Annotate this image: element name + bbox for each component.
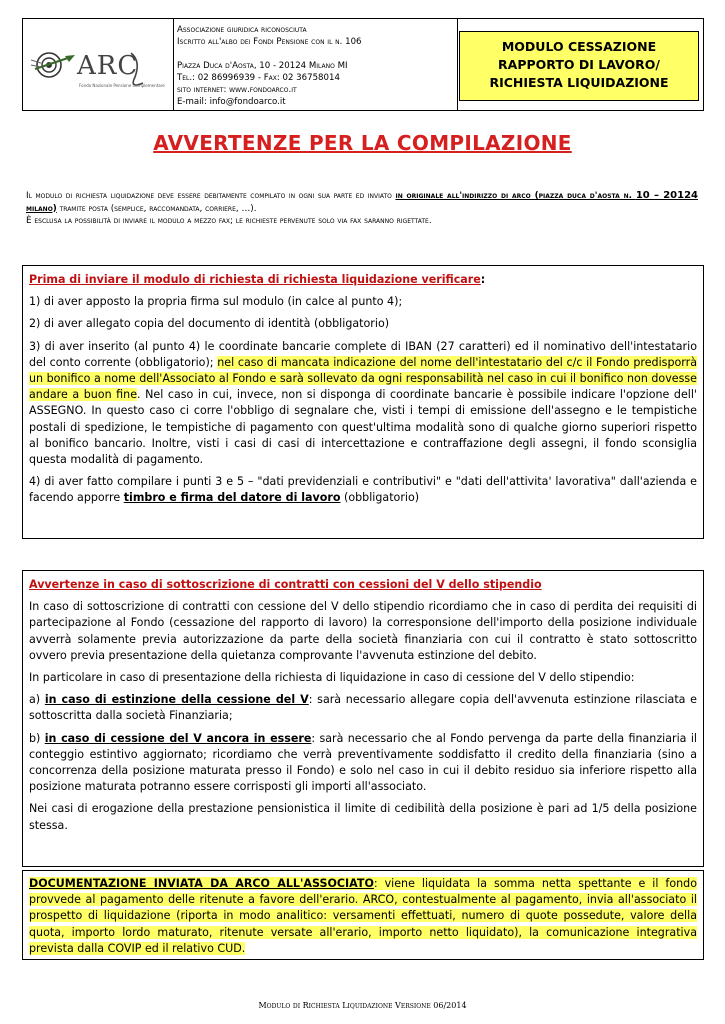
paragraph: In caso di sottoscrizione di contratti con cessione del V dello stipendio ricordiamo che in caso di perdita dei requisiti di partecipazione al Fondo (cessazione del rapporto di lavoro) la corresponsione dell'importo della posizione individuale avverrà solamente previa autorizzazione da parte della società finanziaria con cui il contratto è stato sottoscritto ovvero previa presentazione della quietanza comprovante l'avvenuta estinzione del debito.	[29, 600, 697, 662]
intro-address: in originale all'indirizzo di arco (piazza duca d'aosta n.	[395, 191, 636, 201]
checklist-item-text: 3) di aver inserito (al punto 4) le coordinate bancarie complete di IBAN (27 caratteri) ed il nominativo dell'intestatario del conto corrente (obbligatorio);	[29, 339, 697, 369]
case-text: : sarà necessario allegare copia dell'avvenuta estinzione rilasciata e sottoscritta dalla società Finanziaria;	[29, 693, 697, 723]
paragraph: In particolare in caso di presentazione della richiesta di liquidazione in caso di cessione del V dello stipendio:	[29, 671, 635, 685]
intro-text-part: tramite posta (semplice, raccomandata, corriere, …).	[56, 203, 257, 214]
documentation-text: : viene liquidata la somma netta spettante e il fondo provvede al pagamento delle ritenute a favore dell'erario. ARCO, contestualmente al pagamento, invia all'associato il prospetto di liquidazione (riporta in modo analitico: versamenti effettuati, numero di quote possedute, valore della quota, importo lordo maturato, ritenute versate all'erario, importo netto liquidato), la comunicazione integrativa prevista dalla COVIP ed il relativo CUD.	[29, 877, 697, 955]
info-line	[177, 48, 457, 60]
page-title: AVVERTENZE PER LA COMPILAZIONE	[153, 131, 572, 155]
checklist-item: 1) di aver apposto la propria firma sul modulo (in calce al punto 4);	[29, 295, 403, 309]
checklist-heading: Prima di inviare il modulo di richiesta di richiesta liquidazione verificare	[29, 273, 481, 286]
intro-address-city: milano)	[26, 203, 57, 214]
info-line: Iscritto all'albo dei Fondi Pensione con il n. 106	[177, 37, 362, 47]
logo-cell	[23, 19, 174, 110]
case-title: in caso di cessione del V ancora in essere	[44, 731, 312, 745]
intro-text	[26, 190, 698, 228]
checklist-item-iban	[29, 339, 697, 469]
highlighted-note: nel caso di mancata indicazione del nome dell'intestatario del c/c il Fondo predisporrà un bonifico a nome dell'Associato al Fondo e sarà sollevato da ogni responsabilità nel caso in cui il bonifico non dovesse andare a buon fine	[29, 355, 697, 402]
paragraph: Nei casi di erogazione della prestazione pensionistica il limite di cedibilità della posizione è pari ad 1/5 della posizione stessa.	[29, 802, 697, 832]
info-line: Piazza Duca d'Aosta, 10 - 20124 Milano MI	[177, 61, 348, 71]
intro-fax-note: È esclusa la possibilità di inviare il modulo a mezzo fax; le richieste pervenute solo via fax saranno rigettate.	[26, 216, 432, 226]
checklist-item-text: . Nel caso in cui, invece, non si disponga di coordinate bancarie è possibile indicare l'opzione dell' ASSEGNO. In questo caso ci corre l'obbligo di segnalare che, visti i tempi di emissione dell'assegno e le tempistiche postali di spedizione, le tempistiche di pagamento con quest'ultima modalità sono di qualche giorno superiori rispetto al bonifico bancario. Inoltre, visti i casi di casi di intercettazione e contraffazione degli assegni, il fondo sconsiglia questa modalità di pagamento.	[29, 388, 697, 467]
form-title-line: RICHIESTA LIQUIDAZIONE	[489, 75, 669, 90]
checklist-item-employer	[29, 474, 697, 506]
documentation-heading: DOCUMENTAZIONE INVIATA DA ARCO ALL'ASSOCIATO	[29, 877, 374, 890]
form-title-line: RAPPORTO DI LAVORO/	[498, 57, 660, 72]
header-table	[22, 18, 704, 111]
intro-text-part: Il modulo di richiesta liquidazione deve essere debitamente compilato in ogni sua parte ed inviato	[26, 191, 396, 201]
info-email: E-mail: info@fondoarco.it	[177, 97, 286, 107]
case-b	[29, 731, 697, 796]
association-info	[173, 19, 458, 110]
form-title-line: MODULO CESSAZIONE	[501, 39, 657, 54]
checklist-item-text: (obbligatorio)	[340, 491, 420, 505]
form-title-box	[459, 31, 699, 101]
info-line: Tel.: 02 86996939 - Fax: 02 36758014	[177, 73, 340, 83]
checklist-box: Prima di inviare il modulo di richiesta di richiesta liquidazione verificare: 1) di aver apposto la propria firma sul modulo (in calce al punto 4); 2) di aver allegato copia del documento di identità (obbligatorio) 3) di aver inserito (al punto 4) le coordinate bancarie complete di IBAN (27 caratteri) ed il nominativo dell'intestatario del conto corrente (obbligatorio); nel caso di mancata indicazione del nome dell'intestatario del c/c il Fondo predisporrà un bonifico a nome dell'Associato al Fondo e sarà sollevato da ogni responsabilità nel caso in cui il bonifico non dovesse andare a buon fine. Nel caso in cui, invece, non si disponga di coordinate bancarie è possibile indicare l'opzione dell' ASSEGNO. In questo caso ci corre l'obbligo di segnalare che, visti i tempi di emissione dell'assegno e le tempistiche postali di spedizione, le tempistiche di pagamento con quest'ultima modalità sono di qualche giorno superiori rispetto al bonifico bancario. Inoltre, visti i casi di casi di intercettazione e contraffazione degli assegni, il fondo sconsiglia questa modalità di pagamento. 4) di aver fatto compilare i punti 3 e 5 – "dati previdenziali e contributivi" e "dati dell'attivita' lavorativa" dall'azienda e facendo apporre timbro e firma del datore di lavoro (obbligatorio)	[22, 265, 704, 539]
logo-subtext: Fondo Nazionale Pensione Complementare	[79, 83, 165, 88]
info-line: Associazione giuridica riconosciuta	[177, 25, 307, 35]
logo-text: ARC	[77, 51, 139, 81]
employer-stamp-note: timbro e firma del datore di lavoro	[123, 491, 341, 505]
salary-assignment-box	[22, 570, 704, 867]
case-a	[29, 692, 697, 724]
case-label: a)	[29, 693, 45, 707]
salary-assignment-heading: Avvertenze in caso di sottoscrizione di contratti con cessioni del V dello stipendio	[29, 578, 542, 591]
footer-version: Modulo di Richiesta Liquidazione Versione 06/2014	[258, 1001, 467, 1010]
case-title: in caso di estinzione della cessione del V	[44, 693, 309, 707]
case-text: : sarà necessario che al Fondo pervenga da parte della finanziaria il conteggio estintivo aggiornato; ricordiamo che verrà preventivamente soddisfatto il credito della finanziaria (sino a concorrenza della posizione maturata presso il Fondo) e solo nel caso in cui il debito residuo sia inferiore rispetto alla posizione maturata potranno essere corrisposti gli importi all'associato.	[29, 731, 697, 794]
checklist-item-text: 4) di aver fatto compilare i punti 3 e 5 – "dati previdenziali e contributivi" e "dati dell'attivita' lavorativa" dall'azienda e facendo apporre	[29, 475, 697, 505]
info-line: sito internet: www.fondoarco.it	[177, 85, 297, 95]
intro-address-cap: 10 – 20124	[635, 190, 698, 201]
case-label: b)	[29, 731, 45, 745]
checklist-item: 2) di aver allegato copia del documento di identità (obbligatorio)	[29, 317, 390, 331]
documentation-box	[22, 870, 704, 960]
